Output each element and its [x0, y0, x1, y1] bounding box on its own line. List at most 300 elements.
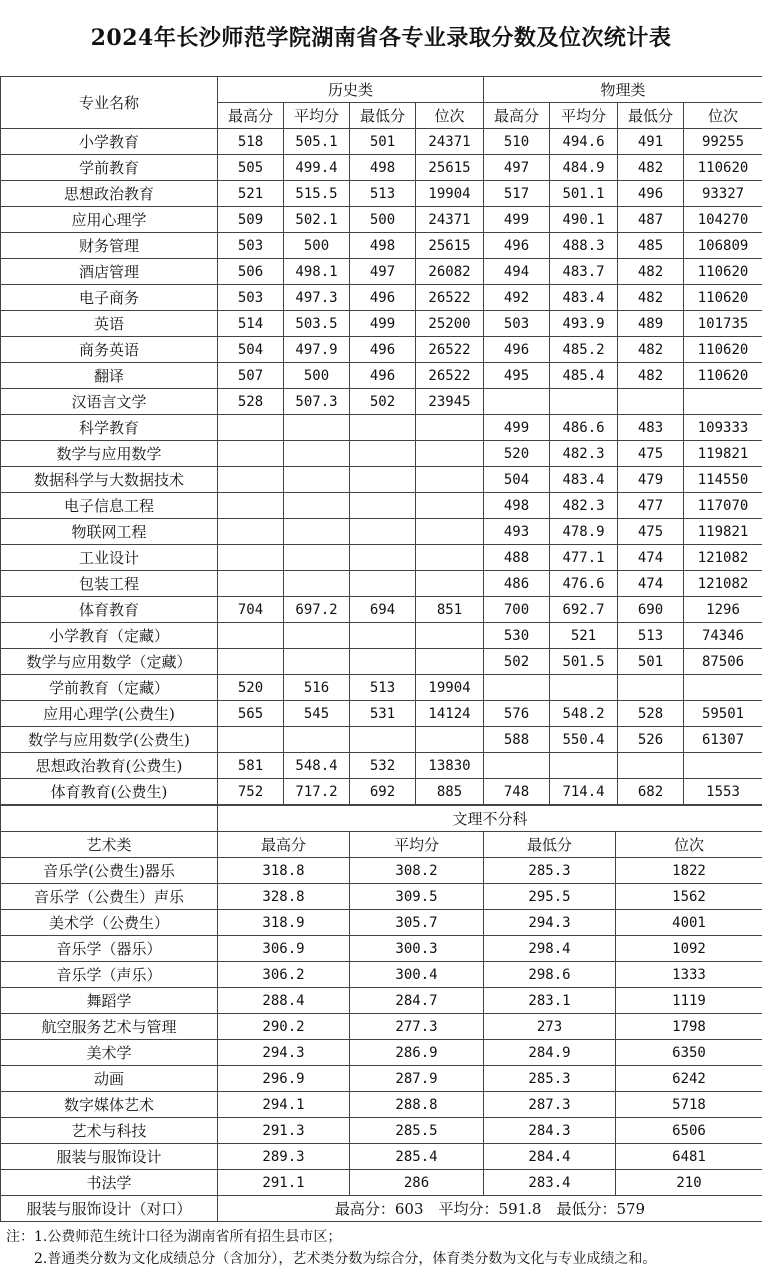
history-header: 历史类: [218, 77, 484, 103]
art-cell: 294.3: [484, 910, 616, 936]
art-row: [1, 936, 762, 962]
physics-cell: 482.3: [550, 493, 618, 519]
physics-cell: [550, 753, 618, 779]
history-cell: 502: [350, 389, 416, 415]
art-major-name: 动画: [1, 1066, 218, 1092]
history-cell: [350, 649, 416, 675]
art-cell: 286: [350, 1170, 484, 1196]
history-cell: 581: [218, 753, 284, 779]
history-cell: [416, 467, 484, 493]
table-row: [1, 753, 762, 779]
art-cell: 6350: [616, 1040, 762, 1066]
art-major-name: 舞蹈学: [1, 988, 218, 1014]
physics-cell: 550.4: [550, 727, 618, 753]
physics-cell: 714.4: [550, 779, 618, 805]
history-cell: [284, 467, 350, 493]
history-cell: [218, 545, 284, 571]
art-major-name: 音乐学（器乐）: [1, 936, 218, 962]
table-row: [1, 467, 762, 493]
physics-cell: 488.3: [550, 233, 618, 259]
physics-cell: 530: [484, 623, 550, 649]
col-header: 位次: [416, 103, 484, 129]
art-cell: 288.4: [218, 988, 350, 1014]
physics-cell: 493: [484, 519, 550, 545]
history-cell: 497: [350, 259, 416, 285]
blank-cell: [1, 806, 218, 832]
art-major-name: 服装与服饰设计: [1, 1144, 218, 1170]
physics-cell: 483.4: [550, 467, 618, 493]
art-cell: 284.9: [484, 1040, 616, 1066]
art-cell: 289.3: [218, 1144, 350, 1170]
art-cell: 328.8: [218, 884, 350, 910]
history-cell: 24371: [416, 129, 484, 155]
history-cell: 885: [416, 779, 484, 805]
physics-cell: 521: [550, 623, 618, 649]
history-cell: [284, 415, 350, 441]
physics-cell: [618, 753, 684, 779]
art-cell: 1092: [616, 936, 762, 962]
art-cell: 4001: [616, 910, 762, 936]
history-cell: [284, 519, 350, 545]
art-cell: 309.5: [350, 884, 484, 910]
history-cell: 23945: [416, 389, 484, 415]
history-cell: 518: [218, 129, 284, 155]
major-name: 数学与应用数学: [1, 441, 218, 467]
physics-cell: 504: [484, 467, 550, 493]
physics-cell: [484, 753, 550, 779]
history-cell: [218, 467, 284, 493]
art-cell: 318.9: [218, 910, 350, 936]
history-cell: 497.9: [284, 337, 350, 363]
history-cell: [284, 649, 350, 675]
history-cell: [416, 519, 484, 545]
history-cell: [416, 727, 484, 753]
art-header-row: [1, 832, 762, 858]
history-cell: [284, 623, 350, 649]
physics-cell: 114550: [684, 467, 762, 493]
major-name: 电子信息工程: [1, 493, 218, 519]
history-cell: [218, 727, 284, 753]
history-cell: 704: [218, 597, 284, 623]
history-cell: 694: [350, 597, 416, 623]
special-row: [1, 1196, 762, 1222]
art-major-name: 艺术与科技: [1, 1118, 218, 1144]
art-cell: 291.1: [218, 1170, 350, 1196]
history-cell: 717.2: [284, 779, 350, 805]
table-row: [1, 155, 762, 181]
physics-cell: 61307: [684, 727, 762, 753]
history-cell: 509: [218, 207, 284, 233]
physics-cell: 1296: [684, 597, 762, 623]
table-row: [1, 519, 762, 545]
physics-cell: 510: [484, 129, 550, 155]
special-value: 最高分：603 平均分：591.8 最低分：579: [218, 1196, 762, 1222]
history-cell: 14124: [416, 701, 484, 727]
history-cell: 25615: [416, 155, 484, 181]
physics-cell: 1553: [684, 779, 762, 805]
history-cell: [218, 415, 284, 441]
history-cell: 851: [416, 597, 484, 623]
col-header: 最低分: [618, 103, 684, 129]
history-cell: [284, 493, 350, 519]
history-cell: 26522: [416, 285, 484, 311]
major-name: 小学教育: [1, 129, 218, 155]
physics-cell: 692.7: [550, 597, 618, 623]
physics-cell: 475: [618, 441, 684, 467]
art-row: [1, 988, 762, 1014]
art-major-name: 音乐学（公费生）声乐: [1, 884, 218, 910]
history-cell: 507: [218, 363, 284, 389]
history-cell: 26082: [416, 259, 484, 285]
history-cell: 501: [350, 129, 416, 155]
art-cell: 296.9: [218, 1066, 350, 1092]
physics-cell: 109333: [684, 415, 762, 441]
art-cell: 1798: [616, 1014, 762, 1040]
physics-cell: 489: [618, 311, 684, 337]
history-cell: 497.3: [284, 285, 350, 311]
major-name: 体育教育: [1, 597, 218, 623]
table-row: [1, 727, 762, 753]
physics-cell: 496: [484, 337, 550, 363]
physics-cell: [484, 389, 550, 415]
major-name: 翻译: [1, 363, 218, 389]
history-cell: 496: [350, 337, 416, 363]
art-col-header: 位次: [616, 832, 762, 858]
major-name: 数学与应用数学(公费生): [1, 727, 218, 753]
history-cell: [218, 623, 284, 649]
history-cell: 503.5: [284, 311, 350, 337]
table-row: [1, 129, 762, 155]
physics-cell: 501.1: [550, 181, 618, 207]
table-row: [1, 701, 762, 727]
physics-cell: 496: [484, 233, 550, 259]
special-name: 服装与服饰设计（对口）: [1, 1196, 218, 1222]
physics-cell: 482: [618, 337, 684, 363]
physics-cell: 119821: [684, 519, 762, 545]
physics-cell: [618, 675, 684, 701]
physics-cell: 503: [484, 311, 550, 337]
history-cell: 25615: [416, 233, 484, 259]
history-cell: [350, 727, 416, 753]
physics-cell: 486: [484, 571, 550, 597]
table-row: [1, 181, 762, 207]
physics-cell: 488: [484, 545, 550, 571]
col-header: 位次: [684, 103, 762, 129]
history-cell: [416, 415, 484, 441]
history-cell: [416, 649, 484, 675]
physics-cell: 121082: [684, 571, 762, 597]
art-col-header: 最低分: [484, 832, 616, 858]
history-cell: [218, 571, 284, 597]
major-name: 财务管理: [1, 233, 218, 259]
physics-cell: [684, 389, 762, 415]
physics-cell: 496: [618, 181, 684, 207]
history-cell: [284, 727, 350, 753]
art-cell: 6481: [616, 1144, 762, 1170]
physics-cell: 110620: [684, 337, 762, 363]
col-header: 最高分: [218, 103, 284, 129]
history-cell: [350, 441, 416, 467]
art-cell: 283.4: [484, 1170, 616, 1196]
art-cell: 291.3: [218, 1118, 350, 1144]
major-name: 包装工程: [1, 571, 218, 597]
col-header: 最高分: [484, 103, 550, 129]
art-cell: 1333: [616, 962, 762, 988]
art-cell: 298.4: [484, 936, 616, 962]
art-cell: 210: [616, 1170, 762, 1196]
history-cell: 496: [350, 363, 416, 389]
history-cell: 532: [350, 753, 416, 779]
art-major-name: 美术学（公费生）: [1, 910, 218, 936]
major-name: 商务英语: [1, 337, 218, 363]
art-score-table: [0, 805, 762, 1222]
art-cell: 285.3: [484, 1066, 616, 1092]
table-row: [1, 415, 762, 441]
major-name: 学前教育（定藏）: [1, 675, 218, 701]
history-cell: [284, 545, 350, 571]
physics-cell: 494.6: [550, 129, 618, 155]
history-cell: 502.1: [284, 207, 350, 233]
physics-cell: 119821: [684, 441, 762, 467]
score-table: [0, 76, 762, 805]
physics-cell: 93327: [684, 181, 762, 207]
art-cell: 306.9: [218, 936, 350, 962]
physics-cell: [550, 675, 618, 701]
history-cell: 692: [350, 779, 416, 805]
physics-cell: 99255: [684, 129, 762, 155]
art-cell: 305.7: [350, 910, 484, 936]
art-cell: 284.4: [484, 1144, 616, 1170]
history-cell: 24371: [416, 207, 484, 233]
physics-cell: [550, 389, 618, 415]
physics-cell: 117070: [684, 493, 762, 519]
art-col-header: 平均分: [350, 832, 484, 858]
physics-cell: 479: [618, 467, 684, 493]
art-cell: 284.7: [350, 988, 484, 1014]
notes: [0, 1222, 762, 1270]
history-cell: 514: [218, 311, 284, 337]
art-cell: 285.5: [350, 1118, 484, 1144]
physics-cell: 494: [484, 259, 550, 285]
art-col-header: 最高分: [218, 832, 350, 858]
physics-cell: 490.1: [550, 207, 618, 233]
art-cell: 273: [484, 1014, 616, 1040]
major-name: 酒店管理: [1, 259, 218, 285]
art-row: [1, 1066, 762, 1092]
physics-cell: 482: [618, 259, 684, 285]
physics-cell: 476.6: [550, 571, 618, 597]
art-cell: 300.3: [350, 936, 484, 962]
physics-cell: 482: [618, 285, 684, 311]
art-cell: 285.3: [484, 858, 616, 884]
history-cell: 531: [350, 701, 416, 727]
physics-cell: 59501: [684, 701, 762, 727]
physics-cell: 486.6: [550, 415, 618, 441]
history-cell: 516: [284, 675, 350, 701]
physics-cell: 493.9: [550, 311, 618, 337]
physics-cell: 482: [618, 155, 684, 181]
history-cell: 13830: [416, 753, 484, 779]
history-cell: [350, 623, 416, 649]
art-cell: 6506: [616, 1118, 762, 1144]
art-cell: 308.2: [350, 858, 484, 884]
history-cell: 520: [218, 675, 284, 701]
history-cell: 496: [350, 285, 416, 311]
history-cell: 498: [350, 233, 416, 259]
major-name: 体育教育(公费生): [1, 779, 218, 805]
art-cell: 277.3: [350, 1014, 484, 1040]
physics-cell: 483.7: [550, 259, 618, 285]
art-cell: 287.9: [350, 1066, 484, 1092]
art-cell: 284.3: [484, 1118, 616, 1144]
history-cell: [350, 571, 416, 597]
history-cell: 528: [218, 389, 284, 415]
art-row: [1, 962, 762, 988]
physics-cell: 87506: [684, 649, 762, 675]
physics-cell: 501: [618, 649, 684, 675]
physics-cell: 501.5: [550, 649, 618, 675]
history-cell: 515.5: [284, 181, 350, 207]
physics-cell: 498: [484, 493, 550, 519]
history-cell: 498: [350, 155, 416, 181]
physics-cell: 491: [618, 129, 684, 155]
history-cell: 26522: [416, 337, 484, 363]
physics-cell: 474: [618, 571, 684, 597]
art-cell: 318.8: [218, 858, 350, 884]
table-row: [1, 207, 762, 233]
major-name: 英语: [1, 311, 218, 337]
art-row: [1, 1118, 762, 1144]
physics-cell: 495: [484, 363, 550, 389]
physics-cell: 502: [484, 649, 550, 675]
history-cell: 500: [350, 207, 416, 233]
col-header: 最低分: [350, 103, 416, 129]
history-cell: [416, 441, 484, 467]
physics-cell: 487: [618, 207, 684, 233]
art-cell: 290.2: [218, 1014, 350, 1040]
note-line-1: 注：1.公费师范生统计口径为湖南省所有招生县市区；: [6, 1229, 342, 1245]
history-cell: 26522: [416, 363, 484, 389]
art-cell: 1822: [616, 858, 762, 884]
physics-cell: 110620: [684, 363, 762, 389]
physics-cell: 499: [484, 415, 550, 441]
art-major-name: 美术学: [1, 1040, 218, 1066]
history-cell: 504: [218, 337, 284, 363]
art-cell: 300.4: [350, 962, 484, 988]
table-row: [1, 545, 762, 571]
art-cell: 5718: [616, 1092, 762, 1118]
table-row: [1, 649, 762, 675]
physics-cell: 513: [618, 623, 684, 649]
major-name: 思想政治教育: [1, 181, 218, 207]
history-cell: 506: [218, 259, 284, 285]
physics-cell: 483.4: [550, 285, 618, 311]
art-major-name: 航空服务艺术与管理: [1, 1014, 218, 1040]
art-cell: 306.2: [218, 962, 350, 988]
table-row: [1, 311, 762, 337]
physics-cell: [484, 675, 550, 701]
history-cell: 25200: [416, 311, 484, 337]
physics-cell: 526: [618, 727, 684, 753]
table-row: [1, 363, 762, 389]
art-major-name: 音乐学（声乐）: [1, 962, 218, 988]
physics-cell: 477: [618, 493, 684, 519]
history-cell: 505.1: [284, 129, 350, 155]
physics-cell: 548.2: [550, 701, 618, 727]
art-cell: 294.1: [218, 1092, 350, 1118]
art-row: [1, 1170, 762, 1196]
physics-cell: [618, 389, 684, 415]
art-row: [1, 1092, 762, 1118]
table-row: [1, 285, 762, 311]
physics-cell: 104270: [684, 207, 762, 233]
physics-cell: 482: [618, 363, 684, 389]
history-cell: [218, 441, 284, 467]
major-name-header: 专业名称: [1, 77, 218, 129]
note-line-2: 2.普通类分数为文化成绩总分（含加分），艺术类分数为综合分，体育类分数为文化与专业成绩之和。: [34, 1251, 657, 1267]
table-row: [1, 623, 762, 649]
art-row: [1, 1014, 762, 1040]
history-cell: 500: [284, 233, 350, 259]
major-name: 汉语言文学: [1, 389, 218, 415]
art-cell: 294.3: [218, 1040, 350, 1066]
major-name: 小学教育（定藏）: [1, 623, 218, 649]
history-cell: 505: [218, 155, 284, 181]
history-cell: [416, 493, 484, 519]
physics-cell: [684, 675, 762, 701]
history-cell: 503: [218, 285, 284, 311]
history-cell: 545: [284, 701, 350, 727]
art-cell: 285.4: [350, 1144, 484, 1170]
physics-cell: 483: [618, 415, 684, 441]
header-row-1: [1, 77, 762, 103]
physics-cell: 482.3: [550, 441, 618, 467]
history-cell: 19904: [416, 675, 484, 701]
physics-cell: 106809: [684, 233, 762, 259]
history-cell: 697.2: [284, 597, 350, 623]
physics-cell: 475: [618, 519, 684, 545]
history-cell: [416, 623, 484, 649]
table-row: [1, 779, 762, 805]
major-name: 科学教育: [1, 415, 218, 441]
table-row: [1, 389, 762, 415]
physics-cell: 478.9: [550, 519, 618, 545]
col-header: 平均分: [550, 103, 618, 129]
physics-cell: [684, 753, 762, 779]
art-cell: 295.5: [484, 884, 616, 910]
history-cell: 498.1: [284, 259, 350, 285]
physics-cell: 477.1: [550, 545, 618, 571]
art-major-name: 数字媒体艺术: [1, 1092, 218, 1118]
history-cell: [218, 649, 284, 675]
physics-cell: 110620: [684, 155, 762, 181]
major-name: 电子商务: [1, 285, 218, 311]
art-cell: 298.6: [484, 962, 616, 988]
physics-cell: 748: [484, 779, 550, 805]
table-row: [1, 441, 762, 467]
physics-cell: 528: [618, 701, 684, 727]
art-row: [1, 1144, 762, 1170]
history-cell: [218, 519, 284, 545]
art-row: [1, 1040, 762, 1066]
physics-cell: 485.4: [550, 363, 618, 389]
history-cell: [284, 571, 350, 597]
physics-cell: 484.9: [550, 155, 618, 181]
table-row: [1, 675, 762, 701]
major-name: 应用心理学: [1, 207, 218, 233]
history-cell: 507.3: [284, 389, 350, 415]
art-cell: 287.3: [484, 1092, 616, 1118]
